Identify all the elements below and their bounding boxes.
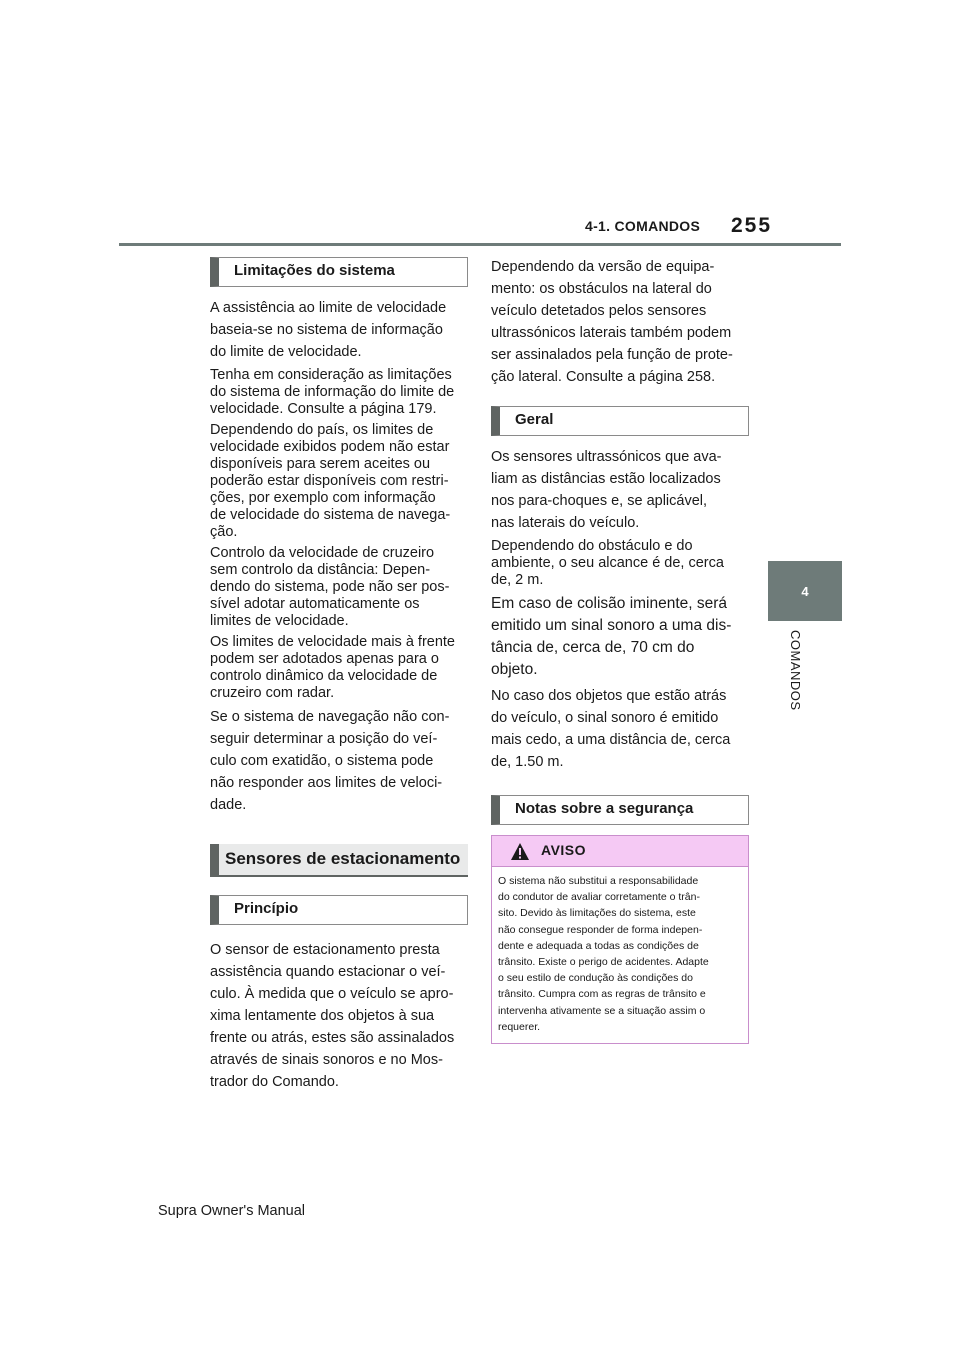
- principio-paragraph: [210, 939, 468, 1093]
- text-line: de velocidade do sistema de navega-: [210, 507, 451, 523]
- principio-heading: Princípio: [210, 895, 468, 925]
- notas-heading: Notas sobre a segurança: [491, 795, 749, 825]
- text-line: poderão estar disponíveis com restri-: [210, 473, 449, 489]
- text-line: do condutor de avaliar corretamente o trân-: [498, 891, 700, 904]
- limitacoes-paragraph-1: [210, 297, 468, 363]
- text-line: velocidade. Consulte a página 179.: [210, 401, 437, 417]
- text-line: O sensor de estacionamento presta: [210, 942, 440, 958]
- text-line: do sistema de informação do limite de: [210, 384, 455, 400]
- warning-text: [492, 867, 748, 1043]
- text-line: A assistência ao limite de velocidade: [210, 300, 447, 316]
- text-line: Dependendo do país, os limites de: [210, 422, 434, 438]
- chapter-tab[interactable]: [768, 561, 842, 621]
- text-line: trânsito. Cumpra com as regras de trânsito e: [498, 988, 706, 1001]
- geral-paragraph-4: [491, 685, 749, 773]
- section-title: 4-1. COMANDOS: [585, 218, 701, 234]
- header-rule: [119, 243, 841, 246]
- text-line: não responder aos limites de veloci-: [210, 775, 443, 791]
- text-line: de, 1.50 m.: [491, 754, 564, 770]
- text-line: do veículo, o sinal sonoro é emitido: [491, 710, 719, 726]
- limitacoes-paragraph-2: [210, 367, 468, 418]
- text-line: assistência quando estacionar o veí-: [210, 964, 446, 980]
- text-line: dade.: [210, 797, 247, 813]
- text-line: ultrassónicos laterais também podem: [491, 325, 732, 341]
- text-line: ser assinalados pela função de prote-: [491, 347, 733, 363]
- text-line: cruzeiro com radar.: [210, 685, 335, 701]
- text-line: dente e adequada a todas as condições de: [498, 939, 699, 952]
- text-line: dendo do sistema, pode não ser pos-: [210, 579, 450, 595]
- text-line: O sistema não substitui a responsabilidade: [498, 875, 699, 887]
- text-line: Os sensores ultrassónicos que ava-: [491, 449, 722, 465]
- page-number: 255: [731, 214, 773, 237]
- text-line: liam as distâncias estão localizados: [491, 471, 721, 487]
- chapter-label: COMANDOS: [788, 630, 803, 711]
- chapter-number: 4: [801, 583, 809, 599]
- text-line: Se o sistema de navegação não con-: [210, 709, 450, 725]
- warning-title: AVISO: [541, 842, 587, 858]
- text-line: trador do Comando.: [210, 1074, 339, 1090]
- text-line: mais cedo, a uma distância de, cerca: [491, 732, 731, 748]
- limitacoes-paragraph-6: [210, 706, 468, 816]
- text-line: trânsito. Existe o perigo de acidentes. Adapte: [498, 956, 709, 969]
- text-line: ção lateral. Consulte a página 258.: [491, 369, 716, 385]
- text-line: o seu estilo de condução às condições do: [498, 972, 693, 985]
- text-line: de, 2 m.: [491, 572, 544, 588]
- text-line: nos para-choques e, se aplicável,: [491, 493, 708, 509]
- text-line: Controlo da velocidade de cruzeiro: [210, 545, 435, 561]
- text-line: sível adotar automaticamente os: [210, 596, 420, 612]
- geral-paragraph-3: [491, 593, 749, 681]
- text-line: ambiente, o seu alcance é de, cerca: [491, 555, 724, 571]
- geral-paragraph-2: [491, 538, 749, 589]
- text-line: do limite de velocidade.: [210, 344, 362, 360]
- limitacoes-heading: Limitações do sistema: [210, 257, 468, 287]
- text-line: Os limites de velocidade mais à frente: [210, 634, 455, 650]
- text-line: intervenha ativamente se a situação assim o: [498, 1004, 706, 1017]
- text-line: seguir determinar a posição do veí-: [210, 731, 438, 747]
- warning-box: [491, 835, 749, 1044]
- text-line: podem ser adotados apenas para o: [210, 651, 439, 667]
- text-line: mento: os obstáculos na lateral do: [491, 281, 712, 297]
- geral-paragraph-1: [491, 446, 749, 534]
- text-line: baseia-se no sistema de informação: [210, 322, 443, 338]
- sensores-main-heading: Sensores de estacionamento: [210, 844, 468, 877]
- text-line: disponíveis para serem aceites ou: [210, 456, 431, 472]
- warning-triangle-icon: [510, 842, 530, 861]
- text-line: objeto.: [491, 661, 538, 678]
- text-line: Dependendo do obstáculo e do: [491, 538, 693, 554]
- text-line: não consegue responder de forma indepen-: [498, 923, 703, 936]
- text-line: velocidade exibidos podem não estar: [210, 439, 450, 455]
- text-line: No caso dos objetos que estão atrás: [491, 688, 727, 704]
- text-line: requerer.: [498, 1020, 541, 1033]
- right-column: [491, 256, 749, 1044]
- text-line: ção.: [210, 524, 238, 540]
- text-line: veículo detetados pelos sensores: [491, 303, 707, 319]
- text-line: culo com exatidão, o sistema pode: [210, 753, 434, 769]
- text-line: limites de velocidade.: [210, 613, 349, 629]
- text-line: controlo dinâmico da velocidade de: [210, 668, 438, 684]
- text-line: nas laterais do veículo.: [491, 515, 640, 531]
- text-line: xima lentamente dos objetos à sua: [210, 1008, 435, 1024]
- text-line: ções, por exemplo com informação: [210, 490, 436, 506]
- footer-text: Supra Owner's Manual: [158, 1203, 306, 1219]
- text-line: sem controlo da distância: Depen-: [210, 562, 431, 578]
- text-line: emitido um sinal sonoro a uma dis-: [491, 617, 732, 634]
- text-line: culo. À medida que o veículo se apro-: [210, 986, 454, 1002]
- text-line: Dependendo da versão de equipa-: [491, 259, 715, 275]
- warning-header: [492, 836, 748, 867]
- text-line: Tenha em consideração as limitações: [210, 367, 452, 383]
- left-column: [210, 257, 468, 1097]
- text-line: sito. Devido às limitações do sistema, este: [498, 907, 696, 920]
- limitacoes-paragraph-4: [210, 545, 468, 630]
- text-line: tância de, cerca de, 70 cm do: [491, 639, 695, 656]
- text-line: frente ou atrás, estes são assinalados: [210, 1030, 455, 1046]
- text-line: através de sinais sonoros e no Mos-: [210, 1052, 443, 1068]
- geral-heading: Geral: [491, 406, 749, 436]
- limitacoes-paragraph-5: [210, 634, 468, 702]
- intro-paragraph: [491, 256, 749, 388]
- limitacoes-paragraph-3: [210, 422, 468, 541]
- text-line: Em caso de colisão iminente, será: [491, 595, 728, 612]
